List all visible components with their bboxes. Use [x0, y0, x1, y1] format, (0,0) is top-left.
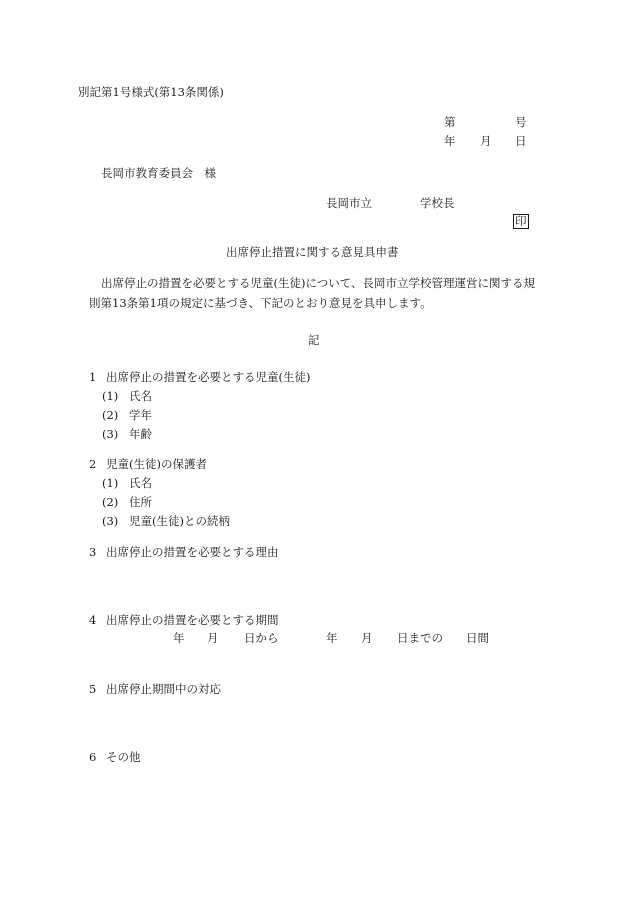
- seal-mark: [513, 214, 529, 229]
- section-1-item-1-label: 氏名: [129, 389, 152, 403]
- addressee: 長岡市教育委員会 様: [101, 166, 216, 180]
- section-6-title: その他: [106, 750, 141, 764]
- form-identifier: 別記第1号様式(第13条関係): [78, 85, 224, 99]
- section-1-item-2-label: 学年: [129, 408, 152, 422]
- section-2-item-2-number: (2): [102, 495, 119, 509]
- date-month: 月: [480, 134, 492, 148]
- section-1-item-2-number: (2): [102, 408, 119, 422]
- document-number-prefix: 第: [444, 115, 456, 129]
- section-2-item-1-number: (1): [102, 476, 119, 490]
- body-text-line-1: 出席停止の措置を必要とする児童(生徒)について、長岡市立学校管理運営に関する規: [101, 276, 536, 290]
- section-3-title: 出席停止の措置を必要とする理由: [106, 545, 279, 559]
- section-1-title: 出席停止の措置を必要とする児童(生徒): [106, 370, 311, 384]
- section-2-number: 2: [89, 457, 97, 471]
- section-2-title: 児童(生徒)の保護者: [106, 457, 207, 471]
- section-2-item-3-number: (3): [102, 514, 119, 528]
- section-4-title: 出席停止の措置を必要とする期間: [106, 613, 279, 627]
- seal-label: 印: [515, 214, 527, 228]
- section-5-title: 出席停止期間中の対応: [106, 682, 221, 696]
- sender-principal: 学校長: [420, 196, 455, 210]
- document-title: 出席停止措置に関する意見具申書: [226, 245, 399, 259]
- period-start-month: 月: [207, 631, 219, 645]
- section-2-item-3-label: 児童(生徒)との続柄: [129, 514, 230, 528]
- document-number-suffix: 号: [515, 115, 527, 129]
- ki-heading: 記: [308, 333, 320, 347]
- section-1-item-3-number: (3): [102, 427, 119, 441]
- date-year: 年: [444, 134, 456, 148]
- section-5-number: 5: [89, 682, 97, 696]
- section-2-item-1-label: 氏名: [129, 476, 152, 490]
- section-1-number: 1: [89, 370, 97, 384]
- section-4-number: 4: [89, 613, 97, 627]
- period-days: 日間: [466, 631, 489, 645]
- section-3-number: 3: [89, 545, 97, 559]
- section-1-item-1-number: (1): [102, 389, 119, 403]
- section-6-number: 6: [89, 750, 97, 764]
- period-start-day: 日から: [244, 631, 279, 645]
- date-day: 日: [515, 134, 527, 148]
- sender-school-prefix: 長岡市立: [326, 196, 372, 210]
- section-1-item-3-label: 年齢: [129, 427, 152, 441]
- period-end-day: 日までの: [397, 631, 443, 645]
- period-start-year: 年: [173, 631, 185, 645]
- period-end-month: 月: [361, 631, 373, 645]
- body-text-line-2: 則第13条第1項の規定に基づき、下記のとおり意見を具申します。: [89, 296, 432, 310]
- period-end-year: 年: [326, 631, 338, 645]
- section-2-item-2-label: 住所: [129, 495, 152, 509]
